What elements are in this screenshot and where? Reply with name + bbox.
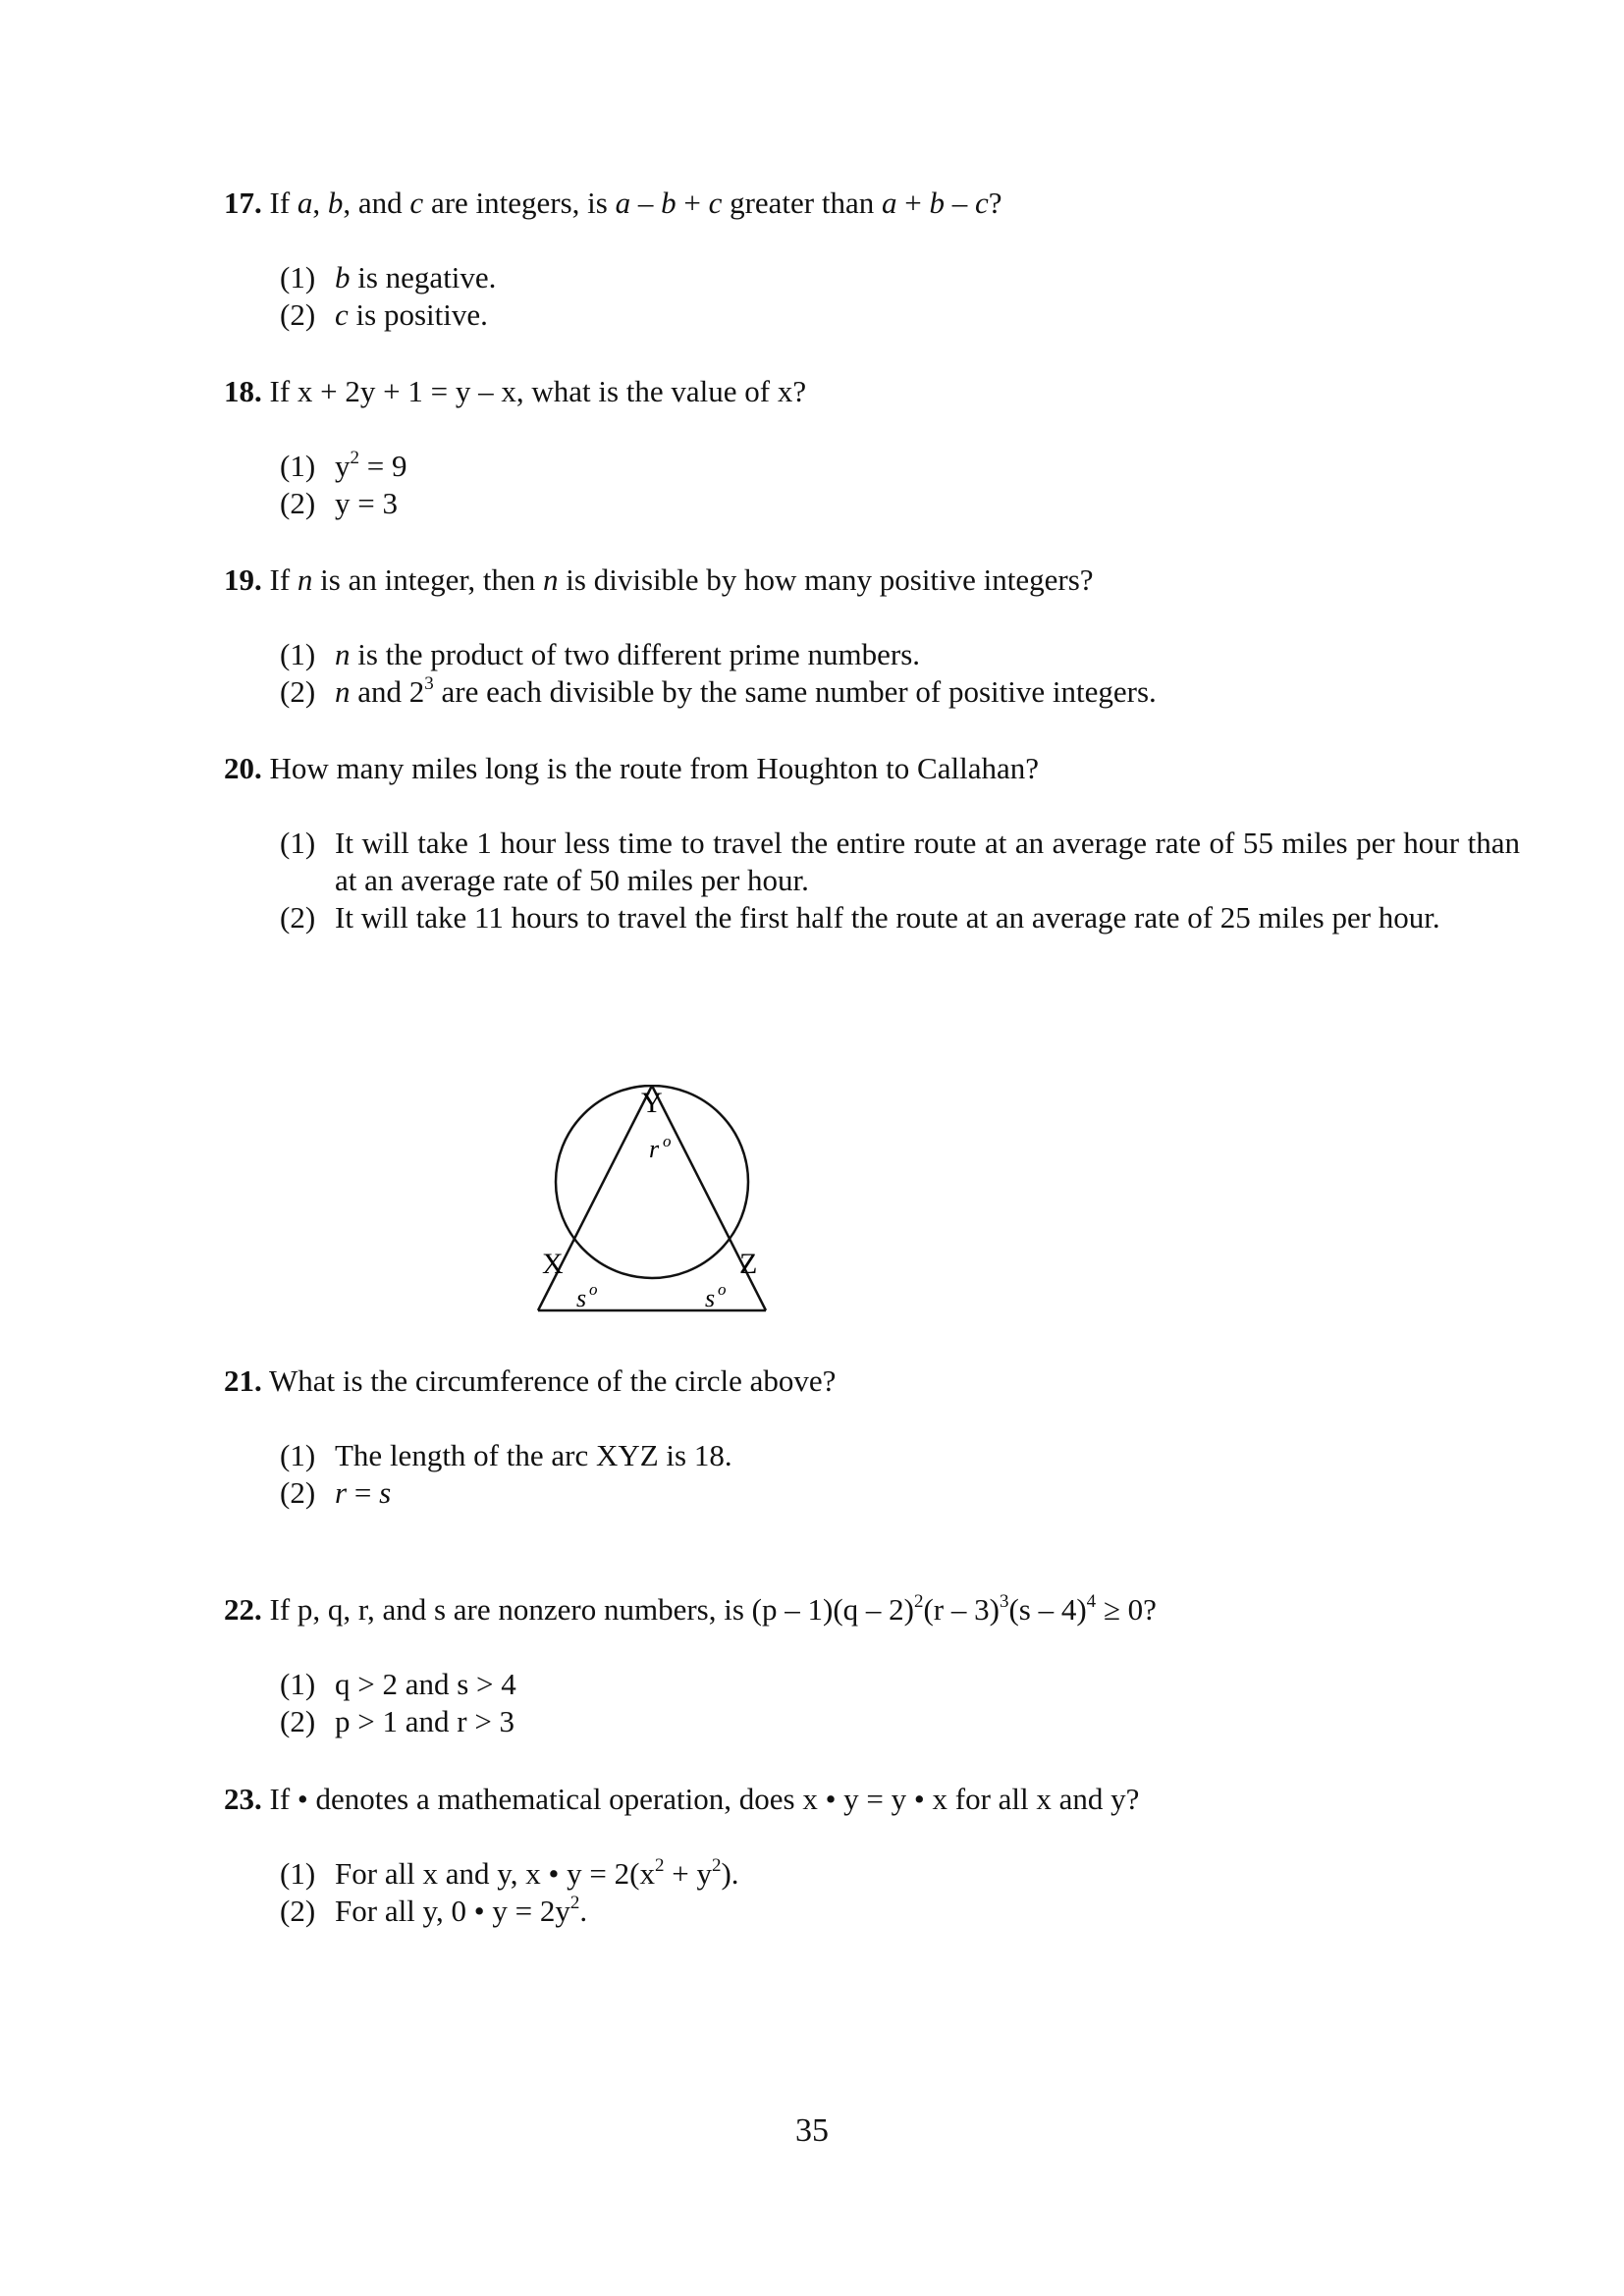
answer-option — [280, 636, 1520, 673]
option-text: For all y, 0 • $y = 2y^2$. — [335, 1892, 588, 1928]
answer-options — [280, 1855, 1520, 1930]
option-text: The length of the arc XYZ is 18. — [335, 1438, 732, 1472]
answer-option — [280, 1893, 1520, 1930]
question-23 — [224, 1781, 1520, 1930]
degree-mark-s-right: o — [718, 1280, 727, 1299]
answer-option — [280, 1437, 1520, 1474]
vertex-label-z: Z — [739, 1248, 758, 1280]
answer-option — [280, 1703, 1520, 1740]
option-label: (1) — [280, 1667, 316, 1701]
question-number: 19. — [224, 562, 262, 597]
question-21 — [224, 1362, 1520, 1512]
option-label: (1) — [280, 260, 316, 294]
answer-options — [280, 1666, 1520, 1740]
option-label: (1) — [280, 637, 316, 671]
option-text: It will take 1 hour less time to travel the entire route at an average rate of 55 miles per hour than at an average rate of 50 miles per hour. — [335, 826, 1520, 897]
option-label: (1) — [280, 1856, 316, 1891]
answer-options — [280, 259, 1520, 334]
option-text: n and $2^3$ are each divisible by the same number of positive integers. — [335, 672, 1157, 709]
answer-option — [280, 825, 1520, 899]
question-stem: 18. If x + 2y + 1 = y – x, what is the value of x? — [224, 374, 807, 408]
question-number: 17. — [224, 186, 262, 220]
page-number: 35 — [795, 2112, 829, 2149]
option-label: (1) — [280, 826, 316, 860]
option-label: (2) — [280, 674, 316, 709]
question-number: 21. — [224, 1363, 262, 1398]
option-text: y = 3 — [335, 486, 398, 520]
answer-option — [280, 1666, 1520, 1703]
question-number: 18. — [224, 374, 262, 408]
question-19 — [224, 561, 1520, 711]
question-stem: 17. If a, b, and c are integers, is a – b + c greater than a + b – c? — [224, 186, 1002, 220]
answer-option — [280, 1855, 1520, 1893]
option-label: (2) — [280, 1475, 316, 1510]
option-text: r = s — [335, 1475, 392, 1510]
question-number: 23. — [224, 1782, 262, 1816]
degree-mark-s-left: o — [589, 1280, 598, 1299]
answer-option — [280, 1474, 1520, 1512]
angle-label-s-left: s — [576, 1284, 587, 1312]
answer-option — [280, 899, 1520, 936]
option-label: (1) — [280, 1438, 316, 1472]
question-number: 22. — [224, 1592, 262, 1627]
answer-options — [280, 1437, 1520, 1512]
option-text: $y^2 = 9$ — [335, 447, 407, 483]
question-stem: 23. If • denotes a mathematical operation, does x • y = y • x for all x and y? — [224, 1782, 1140, 1816]
answer-options — [280, 825, 1520, 936]
option-label: (2) — [280, 1704, 316, 1738]
answer-option — [280, 673, 1520, 711]
answer-options — [280, 448, 1520, 522]
option-text: For all x and y, x • $y = 2(x^2 + y^2)$. — [335, 1854, 739, 1891]
question-stem: 22. If p, q, r, and s are nonzero numbers, is (p – 1)(q – 2)$^2$(r – 3)$^3$(s – 4)$^4$ ≥ 0? — [224, 1590, 1157, 1627]
option-label: (2) — [280, 297, 316, 332]
question-stem: 19. If n is an integer, then n is divisible by how many positive integers? — [224, 562, 1094, 597]
option-label: (2) — [280, 486, 316, 520]
answer-option — [280, 448, 1520, 485]
question-stem: 20. How many miles long is the route from Houghton to Callahan? — [224, 751, 1039, 785]
angle-label-r: r — [649, 1135, 660, 1163]
option-text: q > 2 and s > 4 — [335, 1667, 516, 1701]
question-20 — [224, 750, 1520, 936]
question-number: 20. — [224, 751, 262, 785]
vertex-label-x: X — [542, 1248, 564, 1280]
question-17 — [224, 185, 1520, 334]
circle-triangle-figure — [530, 1085, 785, 1320]
answer-option — [280, 296, 1520, 334]
option-text: n is the product of two different prime numbers. — [335, 637, 921, 671]
degree-mark-r: o — [663, 1132, 672, 1150]
option-text: c is positive. — [335, 297, 488, 332]
option-label: (2) — [280, 1894, 316, 1928]
answer-options — [280, 636, 1520, 711]
angle-label-s-right: s — [705, 1284, 716, 1312]
option-text: p > 1 and r > 3 — [335, 1704, 515, 1738]
answer-option — [280, 485, 1520, 522]
option-label: (1) — [280, 449, 316, 483]
option-label: (2) — [280, 900, 316, 934]
option-text: b is negative. — [335, 260, 497, 294]
vertex-label-y: Y — [641, 1087, 663, 1119]
question-18 — [224, 373, 1520, 522]
question-stem: 21. What is the circumference of the circle above? — [224, 1363, 837, 1398]
option-text: It will take 11 hours to travel the first half the route at an average rate of 25 miles per hour. — [335, 900, 1440, 934]
answer-option — [280, 259, 1520, 296]
question-22 — [224, 1591, 1520, 1740]
